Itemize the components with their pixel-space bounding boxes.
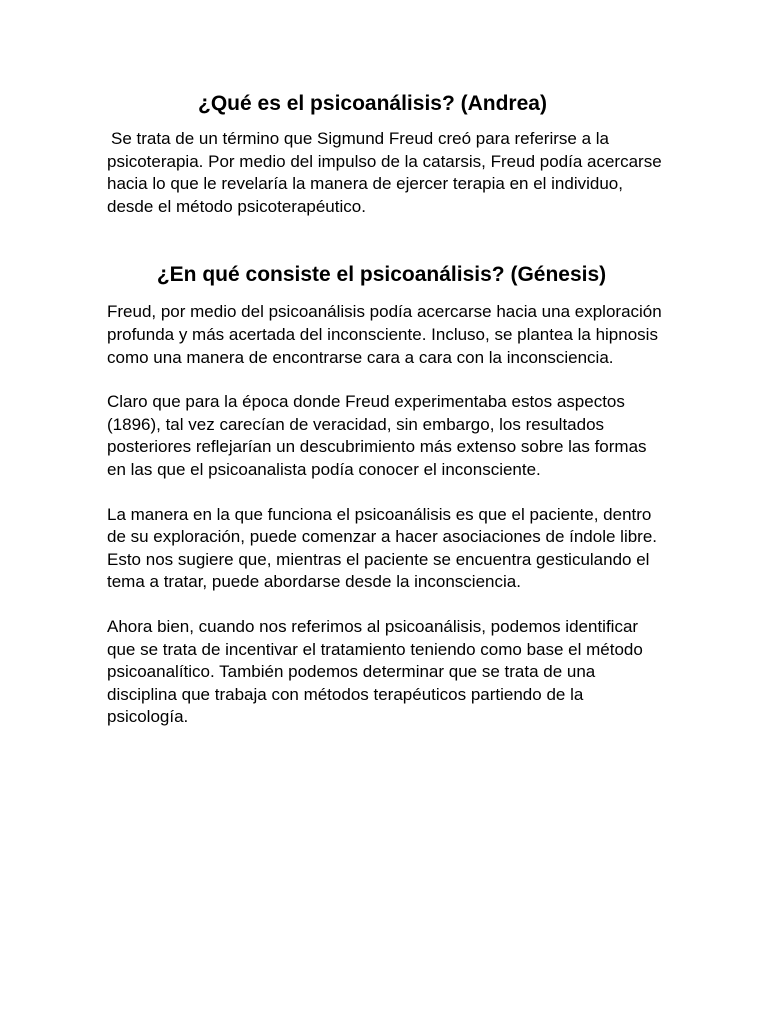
paragraph: Claro que para la época donde Freud experimentaba estos aspectos (1896), tal vez carecían de veracidad, sin embargo, los resultados posteriores reflejarían un descubrimiento más extenso sobre las formas en las que el psicoanalista podía conocer el inconsciente. xyxy=(107,392,647,479)
paragraph: Ahora bien, cuando nos referimos al psicoanálisis, podemos identificar que se trata de incentivar el tratamiento teniendo como base el método psicoanalítico. También podemos determinar que se trata de una disciplina que trabaja con métodos terapéuticos partiendo de la psicología. xyxy=(107,616,643,727)
section-en-que-consiste xyxy=(107,261,664,729)
paragraph: Freud, por medio del psicoanálisis podía acercarse hacia una exploración profunda y más acertada del inconsciente. Incluso, se plantea la hipnosis como una manera de encontrarse cara a cara con la inconsciencia. xyxy=(107,302,662,367)
paragraph: La manera en la que funciona el psicoanálisis es que el paciente, dentro de su exploración, puede comenzar a hacer asociaciones de índole libre. Esto nos sugiere que, mientras el paciente se encuentra gesticulando el tema a tratar, puede abordarse desde la inconsciencia. xyxy=(107,504,658,592)
section-heading: ¿En qué consiste el psicoanálisis? (Génesis) xyxy=(156,263,607,287)
paragraph xyxy=(107,128,664,218)
section-heading: ¿Qué es el psicoanálisis? (Andrea) xyxy=(198,92,547,115)
paragraph-text: Se trata de un término que Sigmund Freud creó para referirse a la psicoterapia. Por medio del impulso de la catarsis, Freud podía acercarse hacia lo que le revelaría la manera de ejercer terapia en el individuo, desde el método psicoterapéutico. xyxy=(107,129,662,216)
section-que-es xyxy=(107,90,664,218)
